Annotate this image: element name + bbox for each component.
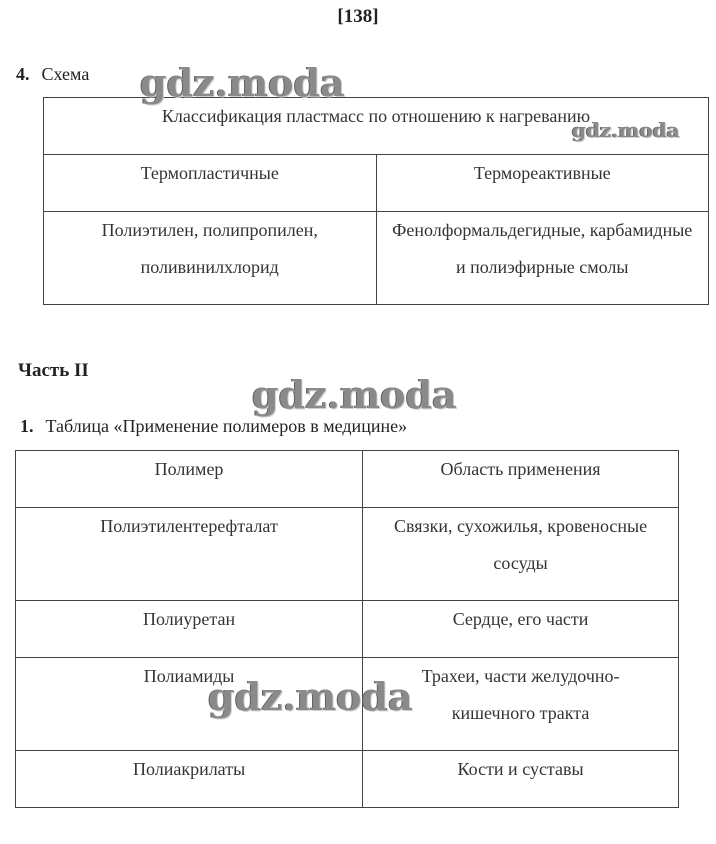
- polymer-cell: Полиакрилаты: [16, 751, 363, 808]
- text-line: Фенолформальдегидные, карбамидные: [392, 220, 693, 240]
- application-cell: [363, 508, 679, 601]
- text-line: Кости и суставы: [457, 759, 584, 779]
- polymer-cell: Полиэтилентерефталат: [16, 508, 363, 601]
- schema-examples-thermoset: [376, 212, 709, 305]
- watermark: gdz.moda: [140, 60, 345, 105]
- polymer-cell: Полиамиды: [16, 658, 363, 751]
- schema-examples-thermoplastic: [44, 212, 377, 305]
- table-row: [16, 751, 679, 808]
- text-line: Полиэтилен, полипропилен,: [101, 220, 318, 240]
- application-cell: [363, 658, 679, 751]
- schema-type-thermoplastic: Термопластичные: [44, 155, 377, 212]
- text-line: Связки, сухожилья, кровеносные: [394, 516, 648, 536]
- task-title: Схема: [41, 64, 90, 84]
- task-4-label: [16, 64, 89, 85]
- watermark: gdz.moda: [572, 118, 680, 142]
- page-number: [138]: [337, 6, 379, 27]
- table-row: [16, 658, 679, 751]
- polymer-cell: Полиуретан: [16, 601, 363, 658]
- table-row: [16, 508, 679, 601]
- polymers-in-medicine-table: [15, 450, 679, 808]
- column-header-polymer: Полимер: [16, 451, 363, 508]
- watermark: gdz.moda: [252, 372, 457, 417]
- task-1-label: [20, 416, 407, 437]
- watermark: gdz.moda: [208, 674, 413, 719]
- text-line: и полиэфирные смолы: [456, 257, 629, 277]
- part-title: Часть II: [18, 360, 89, 381]
- column-header-application: Область применения: [363, 451, 679, 508]
- text-line: Трахеи, части желудочно-: [421, 666, 620, 686]
- application-cell: [363, 601, 679, 658]
- table-row: [16, 601, 679, 658]
- task-number: 4.: [16, 64, 30, 84]
- task-number: 1.: [20, 416, 34, 436]
- application-cell: [363, 751, 679, 808]
- text-line: сосуды: [493, 553, 548, 573]
- schema-type-thermoset: Термореактивные: [376, 155, 709, 212]
- text-line: поливинилхлорид: [140, 257, 279, 277]
- text-line: кишечного тракта: [451, 703, 590, 723]
- plastics-classification-schema: [43, 97, 709, 305]
- task-title: Таблица «Применение полимеров в медицине»: [45, 416, 408, 436]
- schema-heading: Классификация пластмасс по отношению к нагреванию: [44, 98, 709, 155]
- text-line: Сердце, его части: [452, 609, 589, 629]
